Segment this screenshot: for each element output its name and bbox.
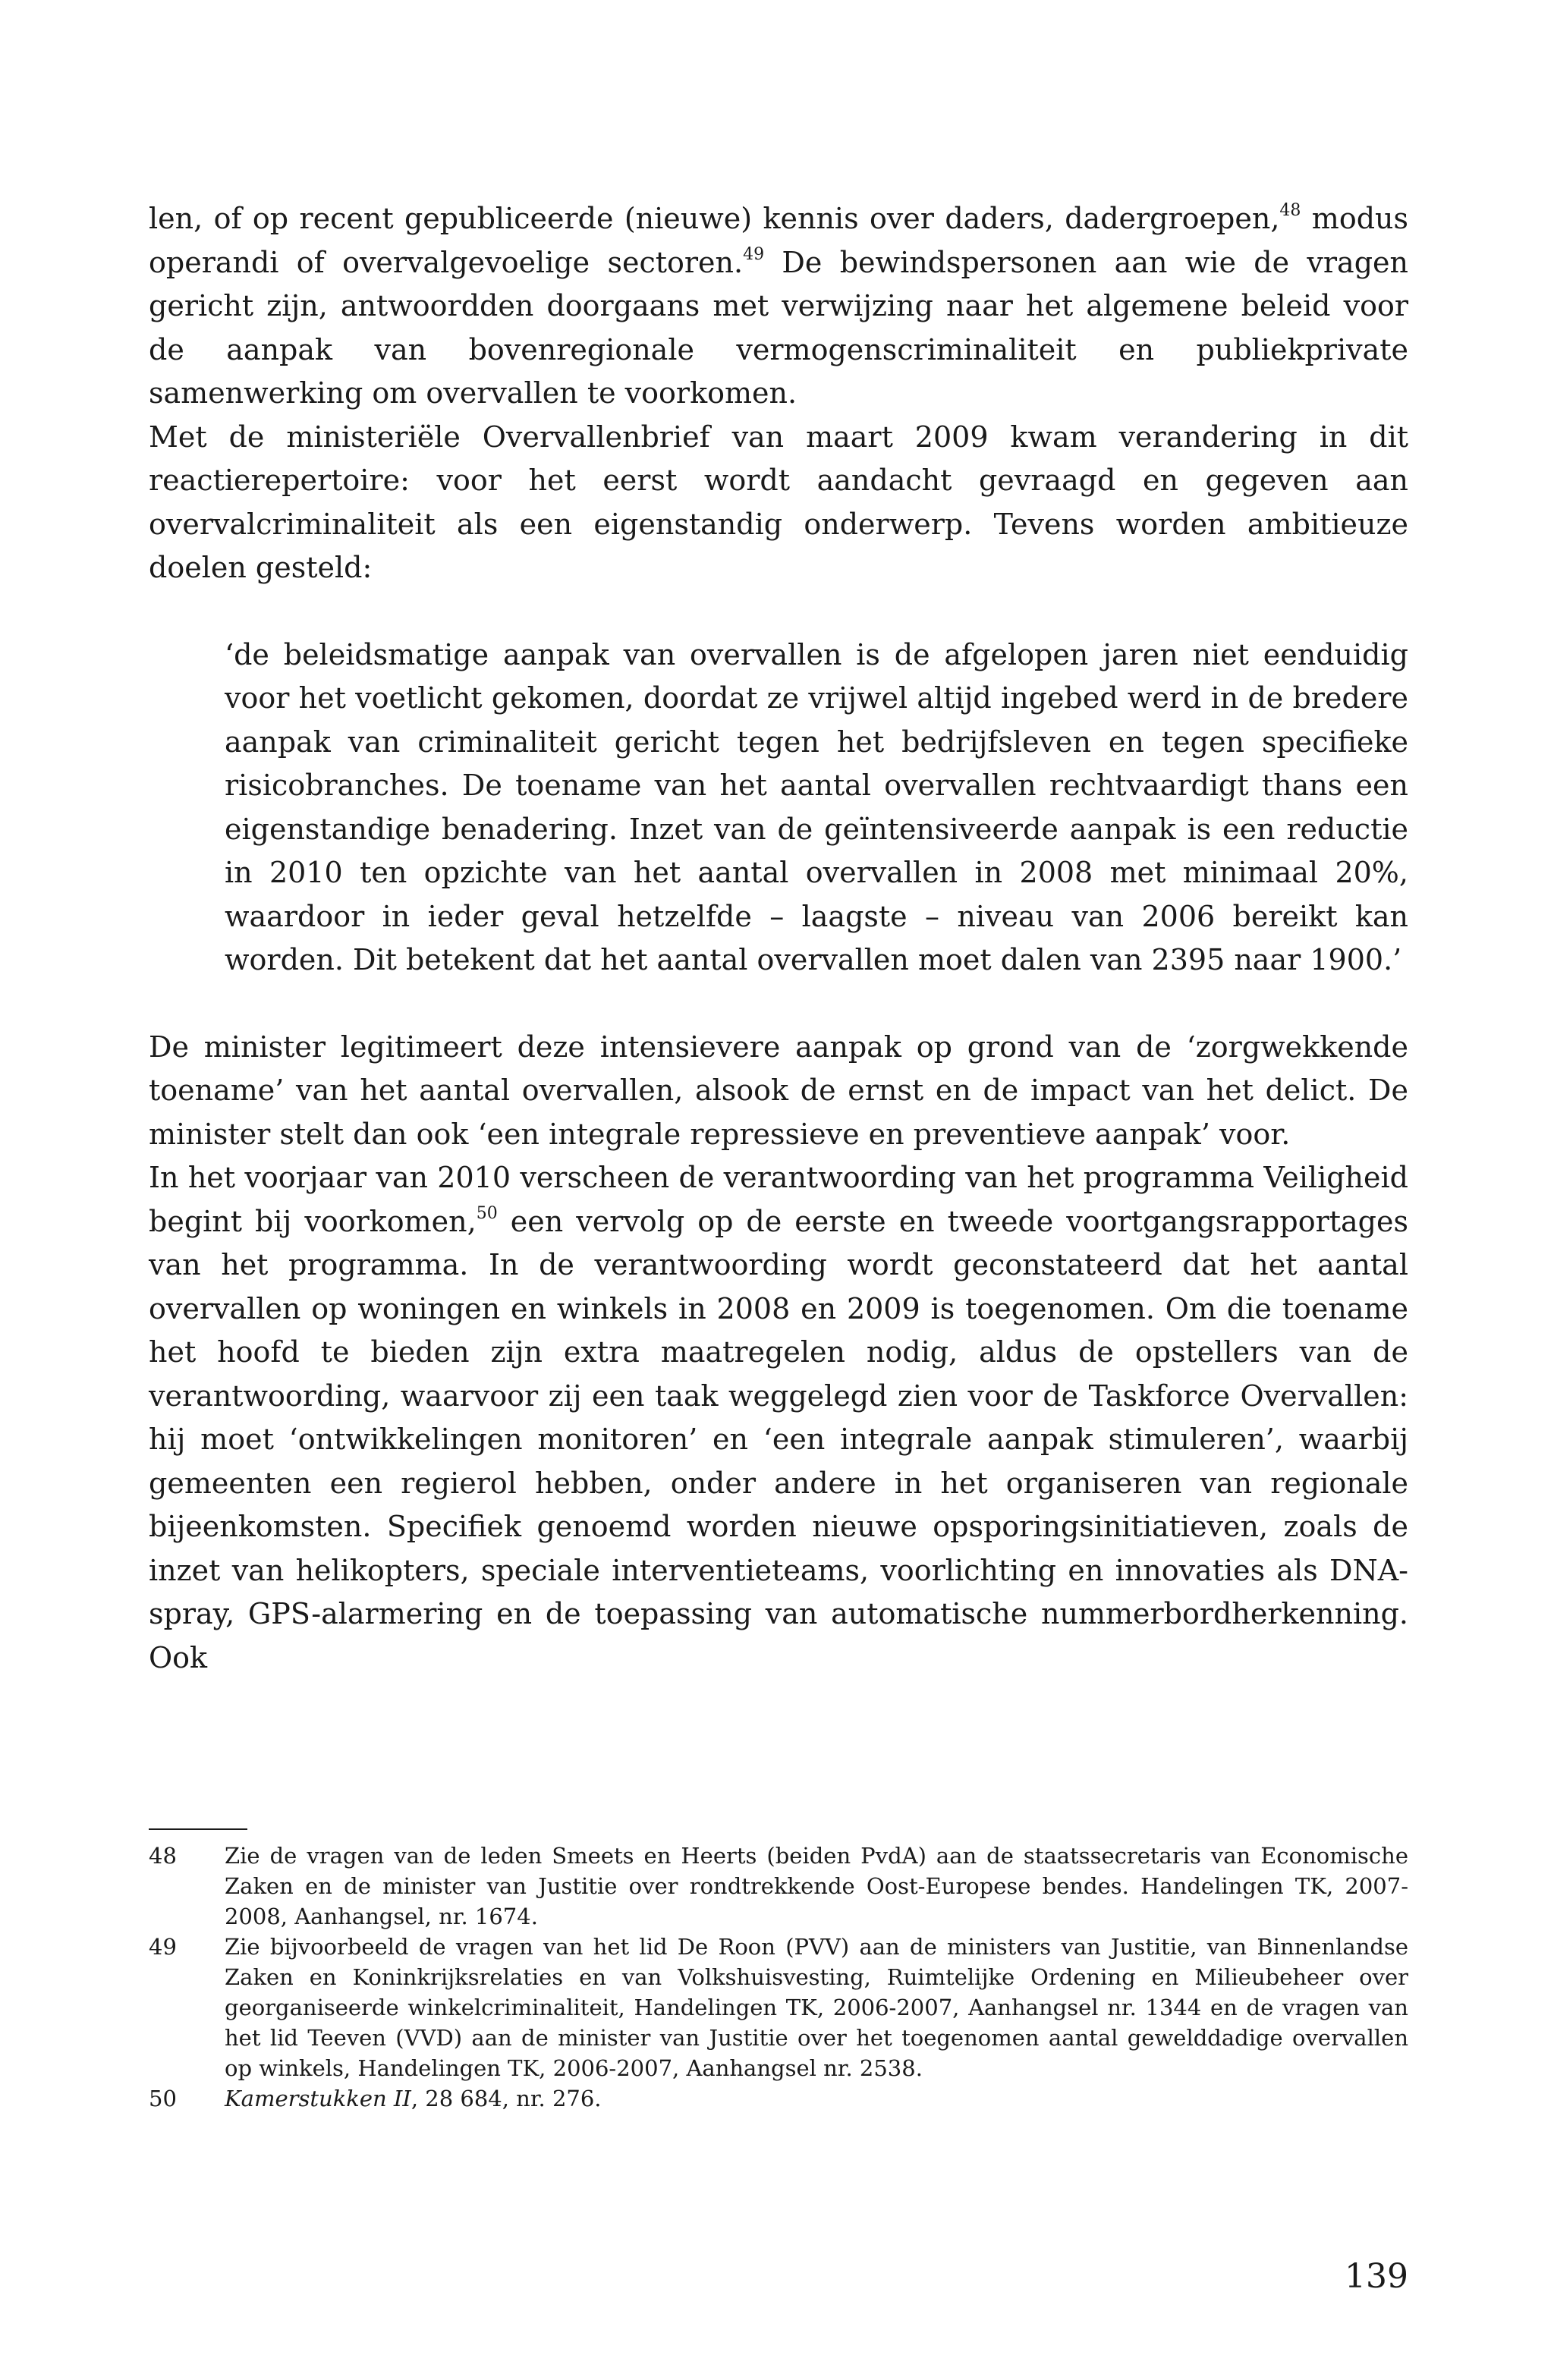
footnote-number: 49: [149, 1934, 177, 1960]
footnote-ref-50[interactable]: 50: [476, 1203, 498, 1223]
block-quote: ‘de beleidsmatige aanpak van overvallen is de afgelopen jaren niet eenduidig voor het voetlicht gekomen, doordat ze vrijwel altijd ingebed werd in de bredere aanpak van criminaliteit gericht tegen het bedrijfsleven en tegen specifieke risicobranches. De toename van het aantal overvallen rechtvaardigt thans een eigenstandige benadering. Inzet van de geïntensiveerde aanpak is een reductie in 2010 ten opzichte van het aantal overvallen in 2008 met minimaal 20%, waardoor in ieder geval hetzelfde – laagste – niveau van 2006 bereikt kan worden. Dit betekent dat het aantal overvallen moet dalen van 2395 naar 1900.’: [225, 637, 1408, 976]
footnote-48: [149, 1841, 1408, 1932]
paragraph-1: len, of op recent gepubliceerde (nieuwe) kennis over daders, dadergroepen,$^{48}$ modus operandi of overvalgevoelige sectoren.$^{49}$ De bewindspersonen aan wie de vragen gericht zijn, antwoordden doorgaans met verwijzing naar het algemene beleid voor de aanpak van bovenregionale vermogenscriminaliteit en publiekprivate samenwerking om overvallen te voorkomen.: [149, 201, 1409, 410]
footnote-ref-48[interactable]: 48: [1279, 201, 1301, 221]
main-text: [149, 197, 1408, 1680]
footnote-text: Zie bijvoorbeeld de vragen van het lid De Roon (PVV) aan de ministers van Justitie, van Binnenlandse Zaken en Koninkrijksrelaties en van Volkshuisvesting, Ruimtelijke Ordening en Milieubeheer over georganiseerde winkelcriminaliteit, Handelingen TK, 2006-2007, Aanhangsel nr. 1344 en de vragen van het lid Teeven (VVD) aan de minister van Justitie over het toegenomen aantal gewelddadige overvallen op winkels, Handelingen TK, 2006-2007, Aanhangsel nr. 2538.: [225, 1934, 1408, 2081]
footnote-50: [149, 2083, 1408, 2114]
footnote-text: Zie de vragen van de leden Smeets en Heerts (beiden PvdA) aan de staatssecretaris van Economische Zaken en de minister van Justitie over rondtrekkende Oost-Europese bendes. Handelingen TK, 2007-2008, Aanhangsel, nr. 1674.: [225, 1843, 1408, 1929]
footnote-number: 48: [149, 1843, 177, 1869]
footnotes: [149, 1828, 1408, 2114]
paragraph-2: Met de ministeriële Overvallenbrief van maart 2009 kwam verandering in dit reactierepertoire: voor het eerst wordt aandacht gevraagd en gegeven aan overvalcriminaliteit als een eigenstandig onderwerp. Tevens worden ambitieuze doelen gesteld:: [149, 420, 1408, 584]
paragraph-4: In het voorjaar van 2010 verscheen de verantwoording van het programma Veiligheid begint bij voorkomen,$^{50}$ een vervolg op de eerste en tweede voortgangsrapportages van het programma. In de verantwoording wordt geconstateerd dat het aantal overvallen op woningen en winkels in 2008 en 2009 is toegenomen. Om die toename het hoofd te bieden zijn extra maatregelen nodig, aldus de opstellers van de verantwoording, waarvoor zij een taak weggelegd zien voor de Taskforce Overvallen: hij moet ‘ontwikkelingen monitoren’ en ‘een integrale aanpak stimuleren’, waarbij gemeenten een regierol hebben, onder andere in het organiseren van regionale bijeenkomsten. Specifiek genoemd worden nieuwe opsporingsinitiatieven, zoals de inzet van helikopters, speciale interventieteams, voorlichting en innovaties als DNA-spray, GPS-alarmering en de toepassing van automatische nummerbordherkenning. Ook: [149, 1161, 1408, 1674]
footnote-text: Kamerstukken II, 28 684, nr. 276.: [225, 2086, 602, 2111]
footnote-italic-source: Kamerstukken II: [225, 2086, 411, 2111]
footnote-ref-49[interactable]: 49: [743, 244, 765, 264]
footnote-49: [149, 1932, 1408, 2083]
page-number: 139: [1345, 2257, 1408, 2296]
paragraph-3: De minister legitimeert deze intensievere aanpak op grond van de ‘zorgwekkende toename’ van het aantal overvallen, alsook de ernst en de impact van het delict. De minister stelt dan ook ‘een integrale repressieve en preventieve aanpak’ voor.: [149, 1030, 1408, 1151]
footnote-number: 50: [149, 2086, 177, 2111]
footnote-divider: [149, 1828, 247, 1830]
